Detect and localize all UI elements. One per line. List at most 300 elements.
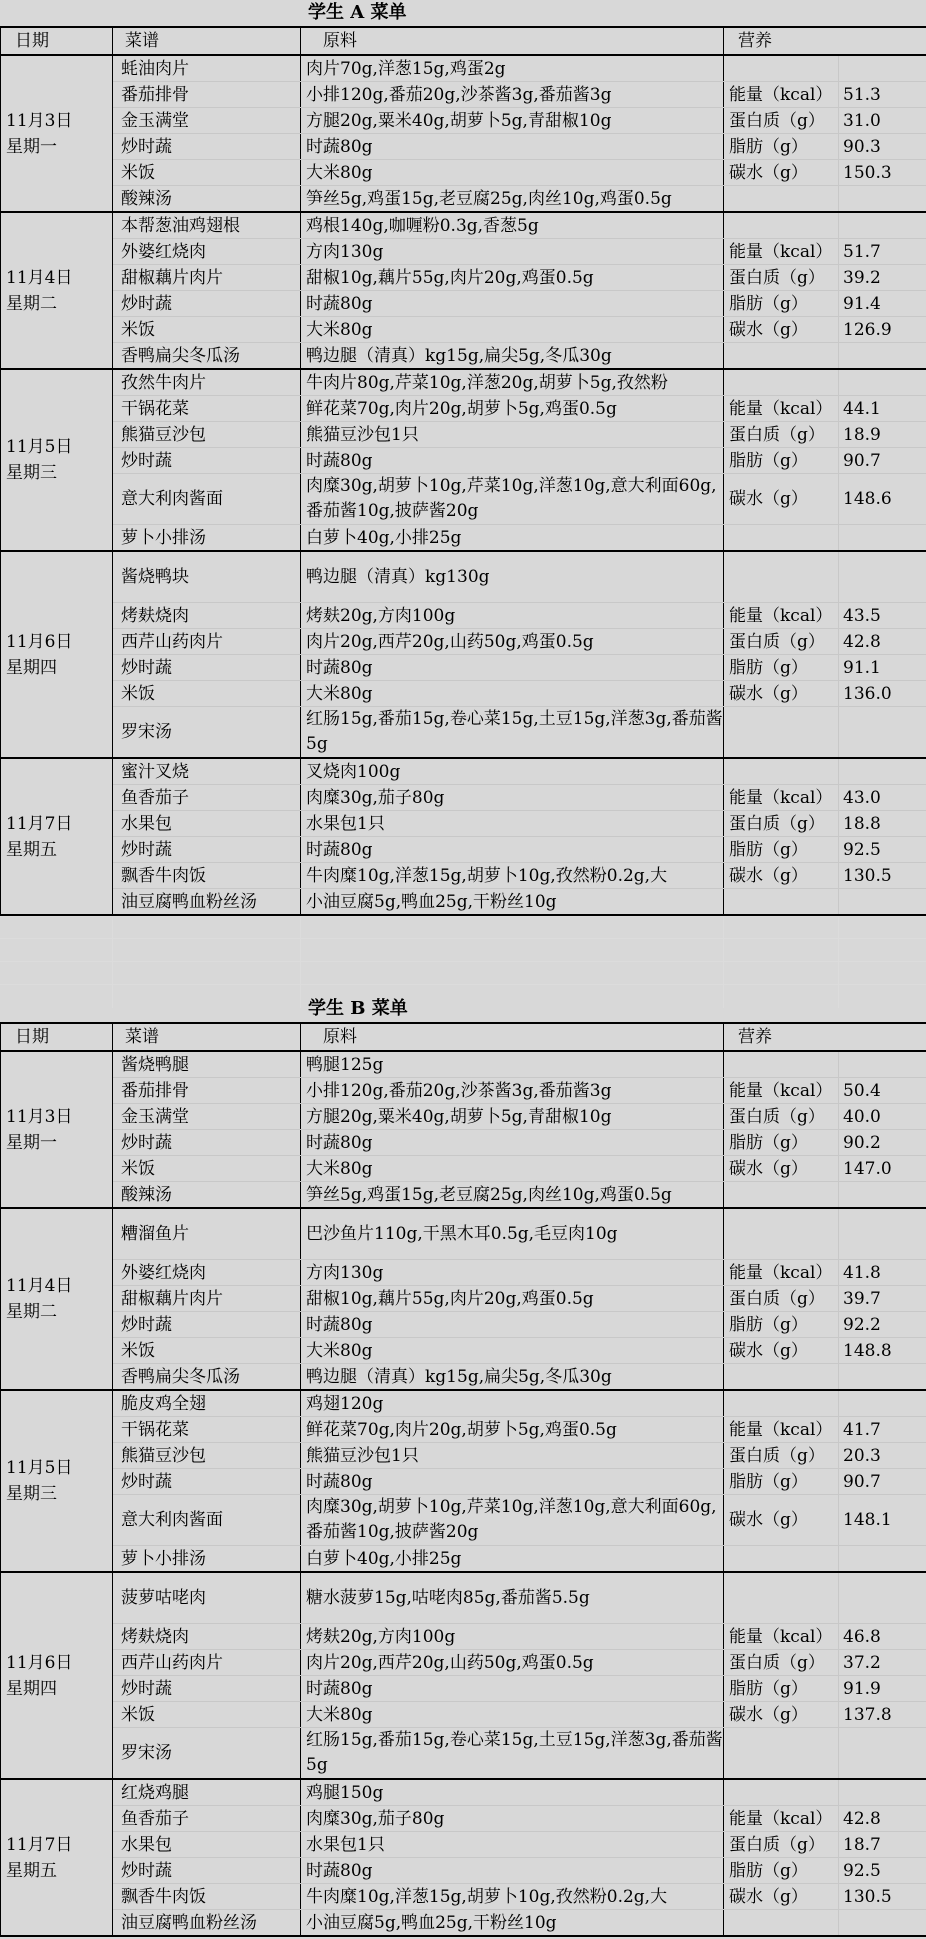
dish-ingredients: 肉片70g,洋葱15g,鸡蛋2g: [301, 55, 724, 82]
nutrition-value: 90.2: [839, 1130, 926, 1156]
nutrition-label-empty: [724, 369, 839, 396]
dish-ingredients: 大米80g: [301, 1338, 724, 1364]
nutrition-label-empty: [724, 186, 839, 213]
dish-ingredients: 方腿20g,粟米40g,胡萝卜5g,青甜椒10g: [301, 108, 724, 134]
nutrition-value-empty: [839, 212, 926, 239]
nutrition-label: 能量（kcal）: [724, 82, 839, 108]
dish-ingredients: 烤麸20g,方肉100g: [301, 1624, 724, 1650]
dish-ingredients: 熊猫豆沙包1只: [301, 422, 724, 448]
dish-ingredients: 大米80g: [301, 681, 724, 707]
weekday-label: 星期三: [6, 463, 57, 483]
nutrition-label: 蛋白质（g）: [724, 1832, 839, 1858]
date-label: 11月5日: [6, 437, 73, 457]
dish-row: [1, 1832, 926, 1858]
header-date: 日期: [1, 1023, 113, 1051]
nutrition-value-empty: [839, 1779, 926, 1806]
dish-ingredients: 鲜花菜70g,肉片20g,胡萝卜5g,鸡蛋0.5g: [301, 1417, 724, 1443]
dish-row: [1, 1546, 926, 1573]
dish-row: [1, 291, 926, 317]
dish-name: 炒时蔬: [113, 1858, 301, 1884]
header-row: [1, 1023, 926, 1051]
nutrition-value: 39.2: [839, 265, 926, 291]
nutrition-label: 蛋白质（g）: [724, 108, 839, 134]
dish-ingredients: 小排120g,番茄20g,沙茶酱3g,番茄酱3g: [301, 82, 724, 108]
nutrition-value-empty: [839, 1051, 926, 1078]
nutrition-label-empty: [724, 1728, 839, 1780]
dish-name: 炒时蔬: [113, 1676, 301, 1702]
nutrition-value: 46.8: [839, 1624, 926, 1650]
header-ingredients: 原料: [301, 27, 724, 55]
dish-name: 西芹山药肉片: [113, 629, 301, 655]
dish-name: 香鸭扁尖冬瓜汤: [113, 343, 301, 370]
nutrition-label: 脂肪（g）: [724, 655, 839, 681]
dish-row: [1, 1495, 926, 1546]
nutrition-value: 90.7: [839, 448, 926, 474]
nutrition-value-empty: [839, 1390, 926, 1417]
nutrition-label-empty: [724, 1364, 839, 1391]
dish-row: [1, 1702, 926, 1728]
nutrition-value: 42.8: [839, 629, 926, 655]
nutrition-value: 50.4: [839, 1078, 926, 1104]
dish-row: [1, 758, 926, 785]
nutrition-value: 91.1: [839, 655, 926, 681]
nutrition-value: 90.3: [839, 134, 926, 160]
nutrition-label-empty: [724, 758, 839, 785]
nutrition-value: 37.2: [839, 1650, 926, 1676]
nutrition-value-empty: [839, 551, 926, 603]
nutrition-label-empty: [724, 1208, 839, 1260]
nutrition-value-empty: [839, 186, 926, 213]
weekday-label: 星期五: [6, 839, 57, 860]
dish-row: [1, 134, 926, 160]
date-cell: [1, 758, 113, 915]
dish-row: [1, 1910, 926, 1937]
dish-name: 外婆红烧肉: [113, 239, 301, 265]
dish-name: 罗宋汤: [113, 1728, 301, 1780]
nutrition-label: 能量（kcal）: [724, 785, 839, 811]
header-nutrition: 营养: [724, 1023, 926, 1051]
dish-row: [1, 1779, 926, 1806]
dish-name: 酱烧鸭块: [113, 551, 301, 603]
dish-row: [1, 1858, 926, 1884]
dish-name: 熊猫豆沙包: [113, 1443, 301, 1469]
dish-ingredients: 鸡翅120g: [301, 1390, 724, 1417]
dish-row: [1, 1130, 926, 1156]
dish-row: [1, 448, 926, 474]
date-label: 11月4日: [6, 267, 73, 288]
header-nutrition: 营养: [724, 27, 926, 55]
date-cell: [1, 551, 113, 758]
dish-name: 糟溜鱼片: [113, 1208, 301, 1260]
nutrition-value: 91.4: [839, 291, 926, 317]
nutrition-label: 蛋白质（g）: [724, 1286, 839, 1312]
nutrition-value: 41.7: [839, 1417, 926, 1443]
dish-ingredients: 时蔬80g: [301, 1130, 724, 1156]
dish-name: 意大利肉酱面: [113, 474, 301, 525]
nutrition-value: 92.5: [839, 837, 926, 863]
dish-name: 干锅花菜: [113, 1417, 301, 1443]
dish-row: [1, 317, 926, 343]
nutrition-label: 碳水（g）: [724, 474, 839, 525]
nutrition-label: 碳水（g）: [724, 1156, 839, 1182]
dish-ingredients: 大米80g: [301, 317, 724, 343]
nutrition-label: 蛋白质（g）: [724, 629, 839, 655]
nutrition-label: 脂肪（g）: [724, 1130, 839, 1156]
nutrition-label: 碳水（g）: [724, 1702, 839, 1728]
dish-row: [1, 863, 926, 889]
menu-table-a: [0, 26, 926, 916]
dish-name: 酸辣汤: [113, 186, 301, 213]
dish-row: [1, 551, 926, 603]
dish-ingredients: 鸡腿150g: [301, 1779, 724, 1806]
nutrition-label: 碳水（g）: [724, 160, 839, 186]
dish-ingredients: 甜椒10g,藕片55g,肉片20g,鸡蛋0.5g: [301, 265, 724, 291]
nutrition-value: 90.7: [839, 1469, 926, 1495]
dish-name: 罗宋汤: [113, 707, 301, 759]
menu-title-b: 学生 B 菜单: [308, 998, 408, 1019]
header-row: [1, 27, 926, 55]
dish-row: [1, 1884, 926, 1910]
nutrition-value-empty: [839, 1728, 926, 1780]
nutrition-value: 18.7: [839, 1832, 926, 1858]
dish-ingredients: 水果包1只: [301, 1832, 724, 1858]
nutrition-value: 39.7: [839, 1286, 926, 1312]
nutrition-label-empty: [724, 212, 839, 239]
dish-name: 番茄排骨: [113, 1078, 301, 1104]
dish-ingredients: 肉片20g,西芹20g,山药50g,鸡蛋0.5g: [301, 629, 724, 655]
dish-name: 鱼香茄子: [113, 1806, 301, 1832]
dish-row: [1, 186, 926, 213]
dish-row: [1, 212, 926, 239]
nutrition-value: 31.0: [839, 108, 926, 134]
header-dish: 菜谱: [113, 27, 301, 55]
dish-name: 萝卜小排汤: [113, 525, 301, 552]
dish-ingredients: 牛肉糜10g,洋葱15g,胡萝卜10g,孜然粉0.2g,大: [301, 863, 724, 889]
dish-ingredients: 肉糜30g,胡萝卜10g,芹菜10g,洋葱10g,意大利面60g,番茄酱10g,披萨酱20g: [301, 474, 724, 525]
nutrition-label-empty: [724, 1546, 839, 1573]
dish-row: [1, 629, 926, 655]
nutrition-value-empty: [839, 343, 926, 370]
dish-row: [1, 1104, 926, 1130]
dish-name: 甜椒藕片肉片: [113, 1286, 301, 1312]
dish-ingredients: 烤麸20g,方肉100g: [301, 603, 724, 629]
dish-ingredients: 巴沙鱼片110g,干黑木耳0.5g,毛豆肉10g: [301, 1208, 724, 1260]
dish-row: [1, 1650, 926, 1676]
dish-ingredients: 红肠15g,番茄15g,卷心菜15g,土豆15g,洋葱3g,番茄酱5g: [301, 707, 724, 759]
dish-ingredients: 大米80g: [301, 1702, 724, 1728]
nutrition-value-empty: [839, 758, 926, 785]
nutrition-value: 43.0: [839, 785, 926, 811]
dish-name: 米饭: [113, 1338, 301, 1364]
dish-row: [1, 1469, 926, 1495]
nutrition-value: 148.8: [839, 1338, 926, 1364]
nutrition-label-empty: [724, 1390, 839, 1417]
nutrition-value: 18.9: [839, 422, 926, 448]
nutrition-label: 碳水（g）: [724, 681, 839, 707]
dish-ingredients: 时蔬80g: [301, 1312, 724, 1338]
dish-ingredients: 小油豆腐5g,鸭血25g,干粉丝10g: [301, 1910, 724, 1937]
nutrition-label: 能量（kcal）: [724, 1078, 839, 1104]
nutrition-label: 能量（kcal）: [724, 396, 839, 422]
nutrition-value: 41.8: [839, 1260, 926, 1286]
dish-row: [1, 1051, 926, 1078]
dish-row: [1, 707, 926, 759]
dish-ingredients: 时蔬80g: [301, 1676, 724, 1702]
dish-row: [1, 889, 926, 916]
dish-row: [1, 1286, 926, 1312]
dish-ingredients: 水果包1只: [301, 811, 724, 837]
date-cell: [1, 1779, 113, 1936]
dish-ingredients: 时蔬80g: [301, 448, 724, 474]
dish-ingredients: 甜椒10g,藕片55g,肉片20g,鸡蛋0.5g: [301, 1286, 724, 1312]
dish-name: 蜜汁叉烧: [113, 758, 301, 785]
nutrition-value: 130.5: [839, 863, 926, 889]
dish-name: 金玉满堂: [113, 1104, 301, 1130]
dish-name: 水果包: [113, 1832, 301, 1858]
dish-row: [1, 55, 926, 82]
nutrition-label: 蛋白质（g）: [724, 1443, 839, 1469]
dish-ingredients: 肉糜30g,茄子80g: [301, 1806, 724, 1832]
dish-ingredients: 红肠15g,番茄15g,卷心菜15g,土豆15g,洋葱3g,番茄酱5g: [301, 1728, 724, 1780]
dish-name: 金玉满堂: [113, 108, 301, 134]
dish-name: 炒时蔬: [113, 837, 301, 863]
nutrition-label: 碳水（g）: [724, 317, 839, 343]
dish-row: [1, 474, 926, 525]
nutrition-label: 蛋白质（g）: [724, 265, 839, 291]
nutrition-label: 能量（kcal）: [724, 1417, 839, 1443]
nutrition-value-empty: [839, 525, 926, 552]
dish-ingredients: 白萝卜40g,小排25g: [301, 1546, 724, 1573]
nutrition-value-empty: [839, 1364, 926, 1391]
nutrition-value: 44.1: [839, 396, 926, 422]
dish-name: 飘香牛肉饭: [113, 863, 301, 889]
nutrition-label-empty: [724, 889, 839, 916]
nutrition-value-empty: [839, 1546, 926, 1573]
dish-name: 烤麸烧肉: [113, 603, 301, 629]
dish-row: [1, 1312, 926, 1338]
dish-ingredients: 时蔬80g: [301, 134, 724, 160]
dish-name: 西芹山药肉片: [113, 1650, 301, 1676]
weekday-label: 星期三: [6, 1484, 57, 1504]
nutrition-label: 脂肪（g）: [724, 448, 839, 474]
weekday-label: 星期一: [6, 136, 57, 157]
dish-row: [1, 343, 926, 370]
header-ingredients: 原料: [301, 1023, 724, 1051]
nutrition-label: 碳水（g）: [724, 1495, 839, 1546]
dish-row: [1, 681, 926, 707]
weekday-label: 星期二: [6, 293, 57, 314]
dish-name: 炒时蔬: [113, 134, 301, 160]
dish-name: 菠萝咕咾肉: [113, 1572, 301, 1624]
date-cell: [1, 1390, 113, 1572]
dish-ingredients: 小排120g,番茄20g,沙茶酱3g,番茄酱3g: [301, 1078, 724, 1104]
nutrition-value-empty: [839, 707, 926, 759]
nutrition-value: 92.2: [839, 1312, 926, 1338]
date-cell: [1, 1208, 113, 1390]
nutrition-value: 92.5: [839, 1858, 926, 1884]
dish-ingredients: 鸭腿125g: [301, 1051, 724, 1078]
nutrition-value: 147.0: [839, 1156, 926, 1182]
dish-name: 炒时蔬: [113, 1130, 301, 1156]
header-dish: 菜谱: [113, 1023, 301, 1051]
dish-ingredients: 牛肉片80g,芹菜10g,洋葱20g,胡萝卜5g,孜然粉: [301, 369, 724, 396]
date-label: 11月5日: [6, 1458, 73, 1478]
nutrition-value-empty: [839, 889, 926, 916]
menu-table-b: [0, 1022, 926, 1937]
dish-row: [1, 369, 926, 396]
dish-row: [1, 1156, 926, 1182]
dish-name: 萝卜小排汤: [113, 1546, 301, 1573]
nutrition-label-empty: [724, 1051, 839, 1078]
date-cell: [1, 1572, 113, 1779]
nutrition-label: 碳水（g）: [724, 863, 839, 889]
dish-ingredients: 笋丝5g,鸡蛋15g,老豆腐25g,肉丝10g,鸡蛋0.5g: [301, 1182, 724, 1209]
nutrition-label: 能量（kcal）: [724, 1806, 839, 1832]
nutrition-value: 148.1: [839, 1495, 926, 1546]
dish-row: [1, 1417, 926, 1443]
nutrition-label: 能量（kcal）: [724, 1624, 839, 1650]
dish-ingredients: 时蔬80g: [301, 1858, 724, 1884]
date-label: 11月6日: [6, 631, 73, 652]
dish-name: 本帮葱油鸡翅根: [113, 212, 301, 239]
menu-title-a: 学生 A 菜单: [308, 2, 407, 23]
dish-row: [1, 1260, 926, 1286]
dish-name: 脆皮鸡全翅: [113, 1390, 301, 1417]
dish-row: [1, 1338, 926, 1364]
dish-ingredients: 小油豆腐5g,鸭血25g,干粉丝10g: [301, 889, 724, 916]
nutrition-label: 能量（kcal）: [724, 1260, 839, 1286]
nutrition-label: 蛋白质（g）: [724, 422, 839, 448]
nutrition-label: 碳水（g）: [724, 1338, 839, 1364]
dish-ingredients: 方肉130g: [301, 1260, 724, 1286]
dish-name: 孜然牛肉片: [113, 369, 301, 396]
dish-row: [1, 1208, 926, 1260]
nutrition-label-empty: [724, 1572, 839, 1624]
blank-gridlines: [0, 916, 926, 1008]
dish-ingredients: 鸭边腿（清真）kg130g: [301, 551, 724, 603]
dish-name: 炒时蔬: [113, 1312, 301, 1338]
nutrition-value-empty: [839, 55, 926, 82]
dish-ingredients: 鲜花菜70g,肉片20g,胡萝卜5g,鸡蛋0.5g: [301, 396, 724, 422]
nutrition-label-empty: [724, 525, 839, 552]
dish-ingredients: 肉糜30g,茄子80g: [301, 785, 724, 811]
dish-row: [1, 1390, 926, 1417]
dish-name: 鱼香茄子: [113, 785, 301, 811]
date-label: 11月6日: [6, 1652, 73, 1673]
dish-name: 外婆红烧肉: [113, 1260, 301, 1286]
dish-name: 米饭: [113, 681, 301, 707]
nutrition-label-empty: [724, 551, 839, 603]
dish-name: 米饭: [113, 1702, 301, 1728]
dish-row: [1, 655, 926, 681]
dish-ingredients: 糖水菠萝15g,咕咾肉85g,番茄酱5.5g: [301, 1572, 724, 1624]
nutrition-value: 18.8: [839, 811, 926, 837]
dish-row: [1, 1806, 926, 1832]
dish-name: 烤麸烧肉: [113, 1624, 301, 1650]
nutrition-label: 碳水（g）: [724, 1884, 839, 1910]
nutrition-value-empty: [839, 1572, 926, 1624]
nutrition-value: 20.3: [839, 1443, 926, 1469]
dish-ingredients: 鸭边腿（清真）kg15g,扁尖5g,冬瓜30g: [301, 343, 724, 370]
dish-name: 炒时蔬: [113, 291, 301, 317]
dish-row: [1, 108, 926, 134]
dish-ingredients: 时蔬80g: [301, 655, 724, 681]
dish-row: [1, 1624, 926, 1650]
dish-ingredients: 熊猫豆沙包1只: [301, 1443, 724, 1469]
header-date: 日期: [1, 27, 113, 55]
nutrition-label: 脂肪（g）: [724, 1676, 839, 1702]
dish-row: [1, 1572, 926, 1624]
dish-row: [1, 265, 926, 291]
nutrition-label-empty: [724, 1182, 839, 1209]
dish-ingredients: 时蔬80g: [301, 837, 724, 863]
dish-name: 米饭: [113, 160, 301, 186]
weekday-label: 星期一: [6, 1132, 57, 1153]
date-cell: [1, 369, 113, 551]
dish-name: 熊猫豆沙包: [113, 422, 301, 448]
dish-row: [1, 396, 926, 422]
dish-row: [1, 811, 926, 837]
dish-ingredients: 牛肉糜10g,洋葱15g,胡萝卜10g,孜然粉0.2g,大: [301, 1884, 724, 1910]
dish-name: 意大利肉酱面: [113, 1495, 301, 1546]
dish-row: [1, 1676, 926, 1702]
dish-name: 炒时蔬: [113, 448, 301, 474]
dish-name: 酸辣汤: [113, 1182, 301, 1209]
dish-name: 干锅花菜: [113, 396, 301, 422]
nutrition-value-empty: [839, 1910, 926, 1937]
date-label: 11月7日: [6, 1834, 73, 1855]
date-label: 11月7日: [6, 813, 73, 834]
dish-row: [1, 1443, 926, 1469]
nutrition-label-empty: [724, 55, 839, 82]
nutrition-value-empty: [839, 1208, 926, 1260]
nutrition-value: 51.3: [839, 82, 926, 108]
dish-ingredients: 白萝卜40g,小排25g: [301, 525, 724, 552]
dish-ingredients: 叉烧肉100g: [301, 758, 724, 785]
nutrition-value: 137.8: [839, 1702, 926, 1728]
nutrition-value: 42.8: [839, 1806, 926, 1832]
weekday-label: 星期四: [6, 1678, 57, 1699]
dish-name: 番茄排骨: [113, 82, 301, 108]
dish-row: [1, 603, 926, 629]
nutrition-label: 脂肪（g）: [724, 291, 839, 317]
date-label: 11月3日: [6, 110, 73, 131]
dish-row: [1, 525, 926, 552]
nutrition-value-empty: [839, 1182, 926, 1209]
weekday-label: 星期二: [6, 1302, 57, 1322]
nutrition-label: 脂肪（g）: [724, 1312, 839, 1338]
nutrition-value: 126.9: [839, 317, 926, 343]
nutrition-value: 148.6: [839, 474, 926, 525]
dish-row: [1, 1364, 926, 1391]
dish-name: 飘香牛肉饭: [113, 1884, 301, 1910]
dish-row: [1, 1728, 926, 1780]
nutrition-value: 136.0: [839, 681, 926, 707]
dish-name: 油豆腐鸭血粉丝汤: [113, 889, 301, 916]
nutrition-label: 蛋白质（g）: [724, 1650, 839, 1676]
dish-name: 红烧鸡腿: [113, 1779, 301, 1806]
dish-name: 炒时蔬: [113, 655, 301, 681]
nutrition-value: 40.0: [839, 1104, 926, 1130]
dish-name: 炒时蔬: [113, 1469, 301, 1495]
weekday-label: 星期五: [6, 1860, 57, 1881]
dish-row: [1, 239, 926, 265]
nutrition-label: 能量（kcal）: [724, 603, 839, 629]
nutrition-label: 蛋白质（g）: [724, 1104, 839, 1130]
date-cell: [1, 212, 113, 369]
dish-row: [1, 82, 926, 108]
nutrition-value: 51.7: [839, 239, 926, 265]
